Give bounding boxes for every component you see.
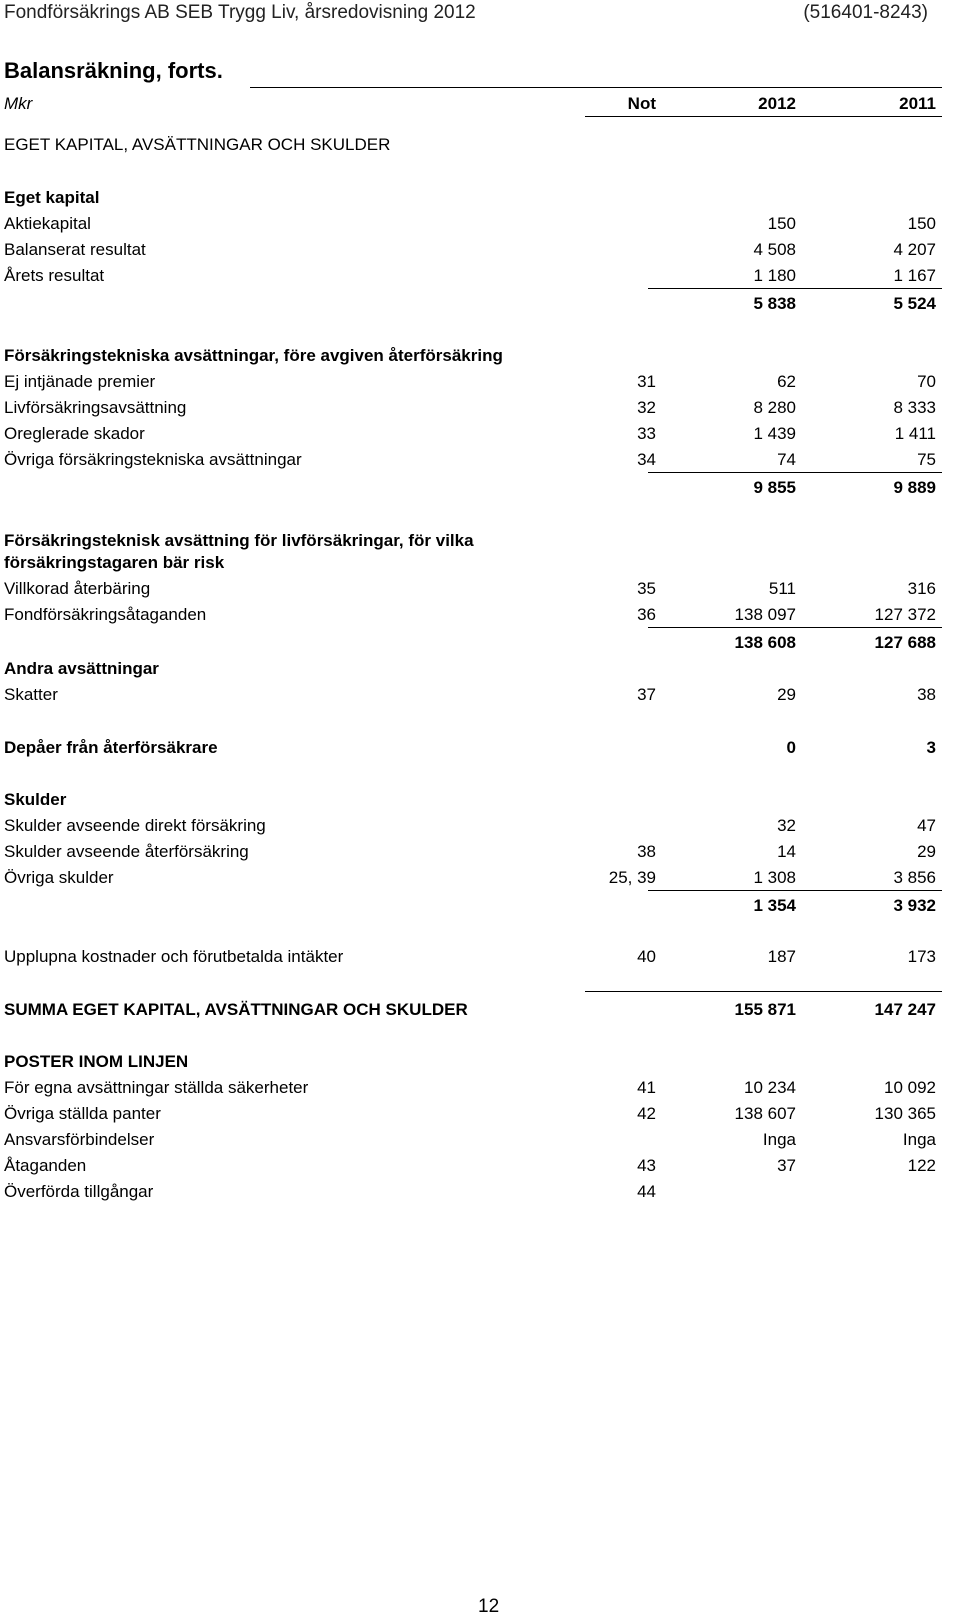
note-ref: 42 (637, 1104, 656, 1123)
subtotal-2011: 3 932 (893, 896, 936, 915)
value-2011: 1 411 (894, 424, 936, 443)
value-2012: Inga (762, 1130, 796, 1149)
row-label: För egna avsättningar ställda säkerheter (4, 1078, 309, 1097)
subtotal-2011: 127 688 (874, 633, 936, 652)
table-row (4, 397, 944, 423)
year-2011-header: 2011 (899, 94, 936, 113)
page-header (4, 2, 928, 26)
table-row-depaer (4, 737, 944, 763)
value-2012: 138 607 (734, 1104, 796, 1123)
value-2012: 37 (777, 1156, 796, 1175)
row-label: Balanserat resultat (4, 240, 146, 259)
table-row (4, 578, 944, 604)
value-2012: 0 (786, 738, 796, 757)
value-2011: 75 (917, 450, 936, 469)
unit-label: Mkr (4, 94, 33, 113)
table-row (4, 1155, 944, 1181)
table-row (4, 1077, 944, 1103)
section-heading-skulder (4, 789, 944, 815)
value-2011: 130 365 (874, 1104, 936, 1123)
note-ref: 43 (637, 1156, 656, 1175)
header-company: Fondförsäkrings AB SEB Trygg Liv, årsredovisning 2012 (4, 2, 476, 23)
table-row (4, 213, 944, 239)
note-ref: 33 (637, 424, 656, 443)
note-ref: 38 (637, 842, 656, 861)
subtotal-rule (648, 627, 942, 628)
table-row (4, 1181, 944, 1207)
subtotal-2011: 5 524 (893, 294, 936, 313)
row-label: Skulder avseende direkt försäkring (4, 816, 266, 835)
value-2012: 32 (777, 816, 796, 835)
section-label: Skulder (4, 790, 67, 809)
section-label: Eget kapital (4, 188, 100, 207)
row-label: Övriga försäkringstekniska avsättningar (4, 450, 302, 469)
row-label: Skatter (4, 685, 58, 704)
value-2012: 74 (777, 450, 796, 469)
value-2012: 1 439 (753, 424, 796, 443)
value-2012: 29 (777, 685, 796, 704)
row-label: Depåer från återförsäkrare (4, 738, 218, 757)
value-2012: 8 280 (753, 398, 796, 417)
value-2011: 3 856 (893, 868, 936, 887)
total-2012: 155 871 (734, 1000, 796, 1019)
row-label: Livförsäkringsavsättning (4, 398, 187, 417)
subtotal-2011: 9 889 (893, 478, 936, 497)
title-rule (250, 87, 942, 88)
value-2011: 70 (917, 372, 936, 391)
page-number: 12 (478, 1596, 500, 1617)
value-2011: 4 207 (893, 240, 936, 259)
page-title: Balansräkning, forts. (4, 58, 223, 83)
section-heading-other (4, 658, 944, 684)
subtotal-2012: 1 354 (753, 896, 796, 915)
value-2012: 511 (768, 579, 796, 598)
subtotal-rule (648, 288, 942, 289)
section-label: EGET KAPITAL, AVSÄTTNINGAR OCH SKULDER (4, 135, 391, 154)
section-heading-main (4, 134, 944, 160)
value-2011: 150 (907, 214, 936, 233)
subtotal-2012: 138 608 (734, 633, 796, 652)
value-2011: Inga (902, 1130, 936, 1149)
value-2012: 10 234 (744, 1078, 796, 1097)
table-row (4, 371, 944, 397)
subtotal-row (4, 895, 944, 921)
row-label: Ej intjänade premier (4, 372, 156, 391)
value-2011: 3 (926, 738, 936, 757)
value-2011: 1 167 (893, 266, 936, 285)
row-label: Ansvarsförbindelser (4, 1130, 155, 1149)
subtotal-row (4, 632, 944, 658)
value-2012: 4 508 (753, 240, 796, 259)
row-label: Övriga ställda panter (4, 1104, 161, 1123)
table-row (4, 1129, 944, 1155)
value-2012: 14 (777, 842, 796, 861)
year-2012-header: 2012 (758, 94, 796, 113)
row-label: Skulder avseende återförsäkring (4, 842, 249, 861)
section-label: Andra avsättningar (4, 659, 159, 678)
row-label: Aktiekapital (4, 214, 91, 233)
row-label: SUMMA EGET KAPITAL, AVSÄTTNINGAR OCH SKULDER (4, 1000, 468, 1019)
subtotal-rule (648, 472, 942, 473)
note-ref: 25, 39 (608, 868, 656, 887)
note-ref: 44 (637, 1182, 656, 1201)
total-2011: 147 247 (874, 1000, 936, 1019)
section-label: Försäkringsteknisk avsättning för livförsäkringar, för vilka (4, 531, 474, 550)
total-rule (585, 991, 942, 992)
value-2012: 1 308 (753, 868, 796, 887)
table-row (4, 841, 944, 867)
table-row (4, 815, 944, 841)
header-org-number: (516401-8243) (803, 2, 928, 23)
value-2011: 10 092 (884, 1078, 936, 1097)
value-2011: 8 333 (893, 398, 936, 417)
note-ref: 41 (637, 1078, 656, 1097)
table-row (4, 1103, 944, 1129)
row-label: Åtaganden (4, 1156, 87, 1175)
table-row (4, 239, 944, 265)
value-2011: 127 372 (874, 605, 936, 624)
row-label: Överförda tillgångar (4, 1182, 154, 1201)
table-row (4, 684, 944, 710)
section-heading-technical (4, 345, 944, 371)
value-2012: 62 (777, 372, 796, 391)
section-heading-life-cont (4, 552, 944, 578)
value-2011: 47 (917, 816, 936, 835)
table-row (4, 946, 944, 972)
note-ref: 32 (637, 398, 656, 417)
value-2011: 122 (907, 1156, 936, 1175)
value-2012: 1 180 (753, 266, 796, 285)
row-label: Villkorad återbäring (4, 579, 151, 598)
section-label: POSTER INOM LINJEN (4, 1052, 189, 1071)
section-label: Försäkringstekniska avsättningar, före avgiven återförsäkring (4, 346, 503, 365)
note-ref: 36 (637, 605, 656, 624)
row-label: Upplupna kostnader och förutbetalda intäkter (4, 947, 344, 966)
value-2012: 187 (767, 947, 796, 966)
header-rule (585, 116, 942, 117)
note-ref: 35 (637, 579, 656, 598)
column-header-row (4, 92, 944, 116)
note-ref: 31 (637, 372, 656, 391)
value-2011: 173 (907, 947, 936, 966)
grand-total-row (4, 999, 944, 1025)
subtotal-rule (648, 890, 942, 891)
subtotal-row (4, 293, 944, 319)
value-2011: 38 (917, 685, 936, 704)
section-label: försäkringstagaren bär risk (4, 553, 225, 572)
value-2011: 29 (917, 842, 936, 861)
value-2012: 150 (767, 214, 796, 233)
table-row (4, 423, 944, 449)
subtotal-2012: 5 838 (753, 294, 796, 313)
note-ref: 40 (637, 947, 656, 966)
note-ref: 37 (637, 685, 656, 704)
row-label: Övriga skulder (4, 868, 114, 887)
note-ref: 34 (637, 450, 656, 469)
section-heading-poster (4, 1051, 944, 1077)
subtotal-2012: 9 855 (753, 478, 796, 497)
row-label: Oreglerade skador (4, 424, 145, 443)
section-heading-equity (4, 187, 944, 213)
row-label: Årets resultat (4, 266, 105, 285)
value-2012: 138 097 (734, 605, 796, 624)
value-2011: 316 (907, 579, 936, 598)
note-column-header: Not (627, 94, 656, 113)
subtotal-row (4, 477, 944, 503)
row-label: Fondförsäkringsåtaganden (4, 605, 207, 624)
